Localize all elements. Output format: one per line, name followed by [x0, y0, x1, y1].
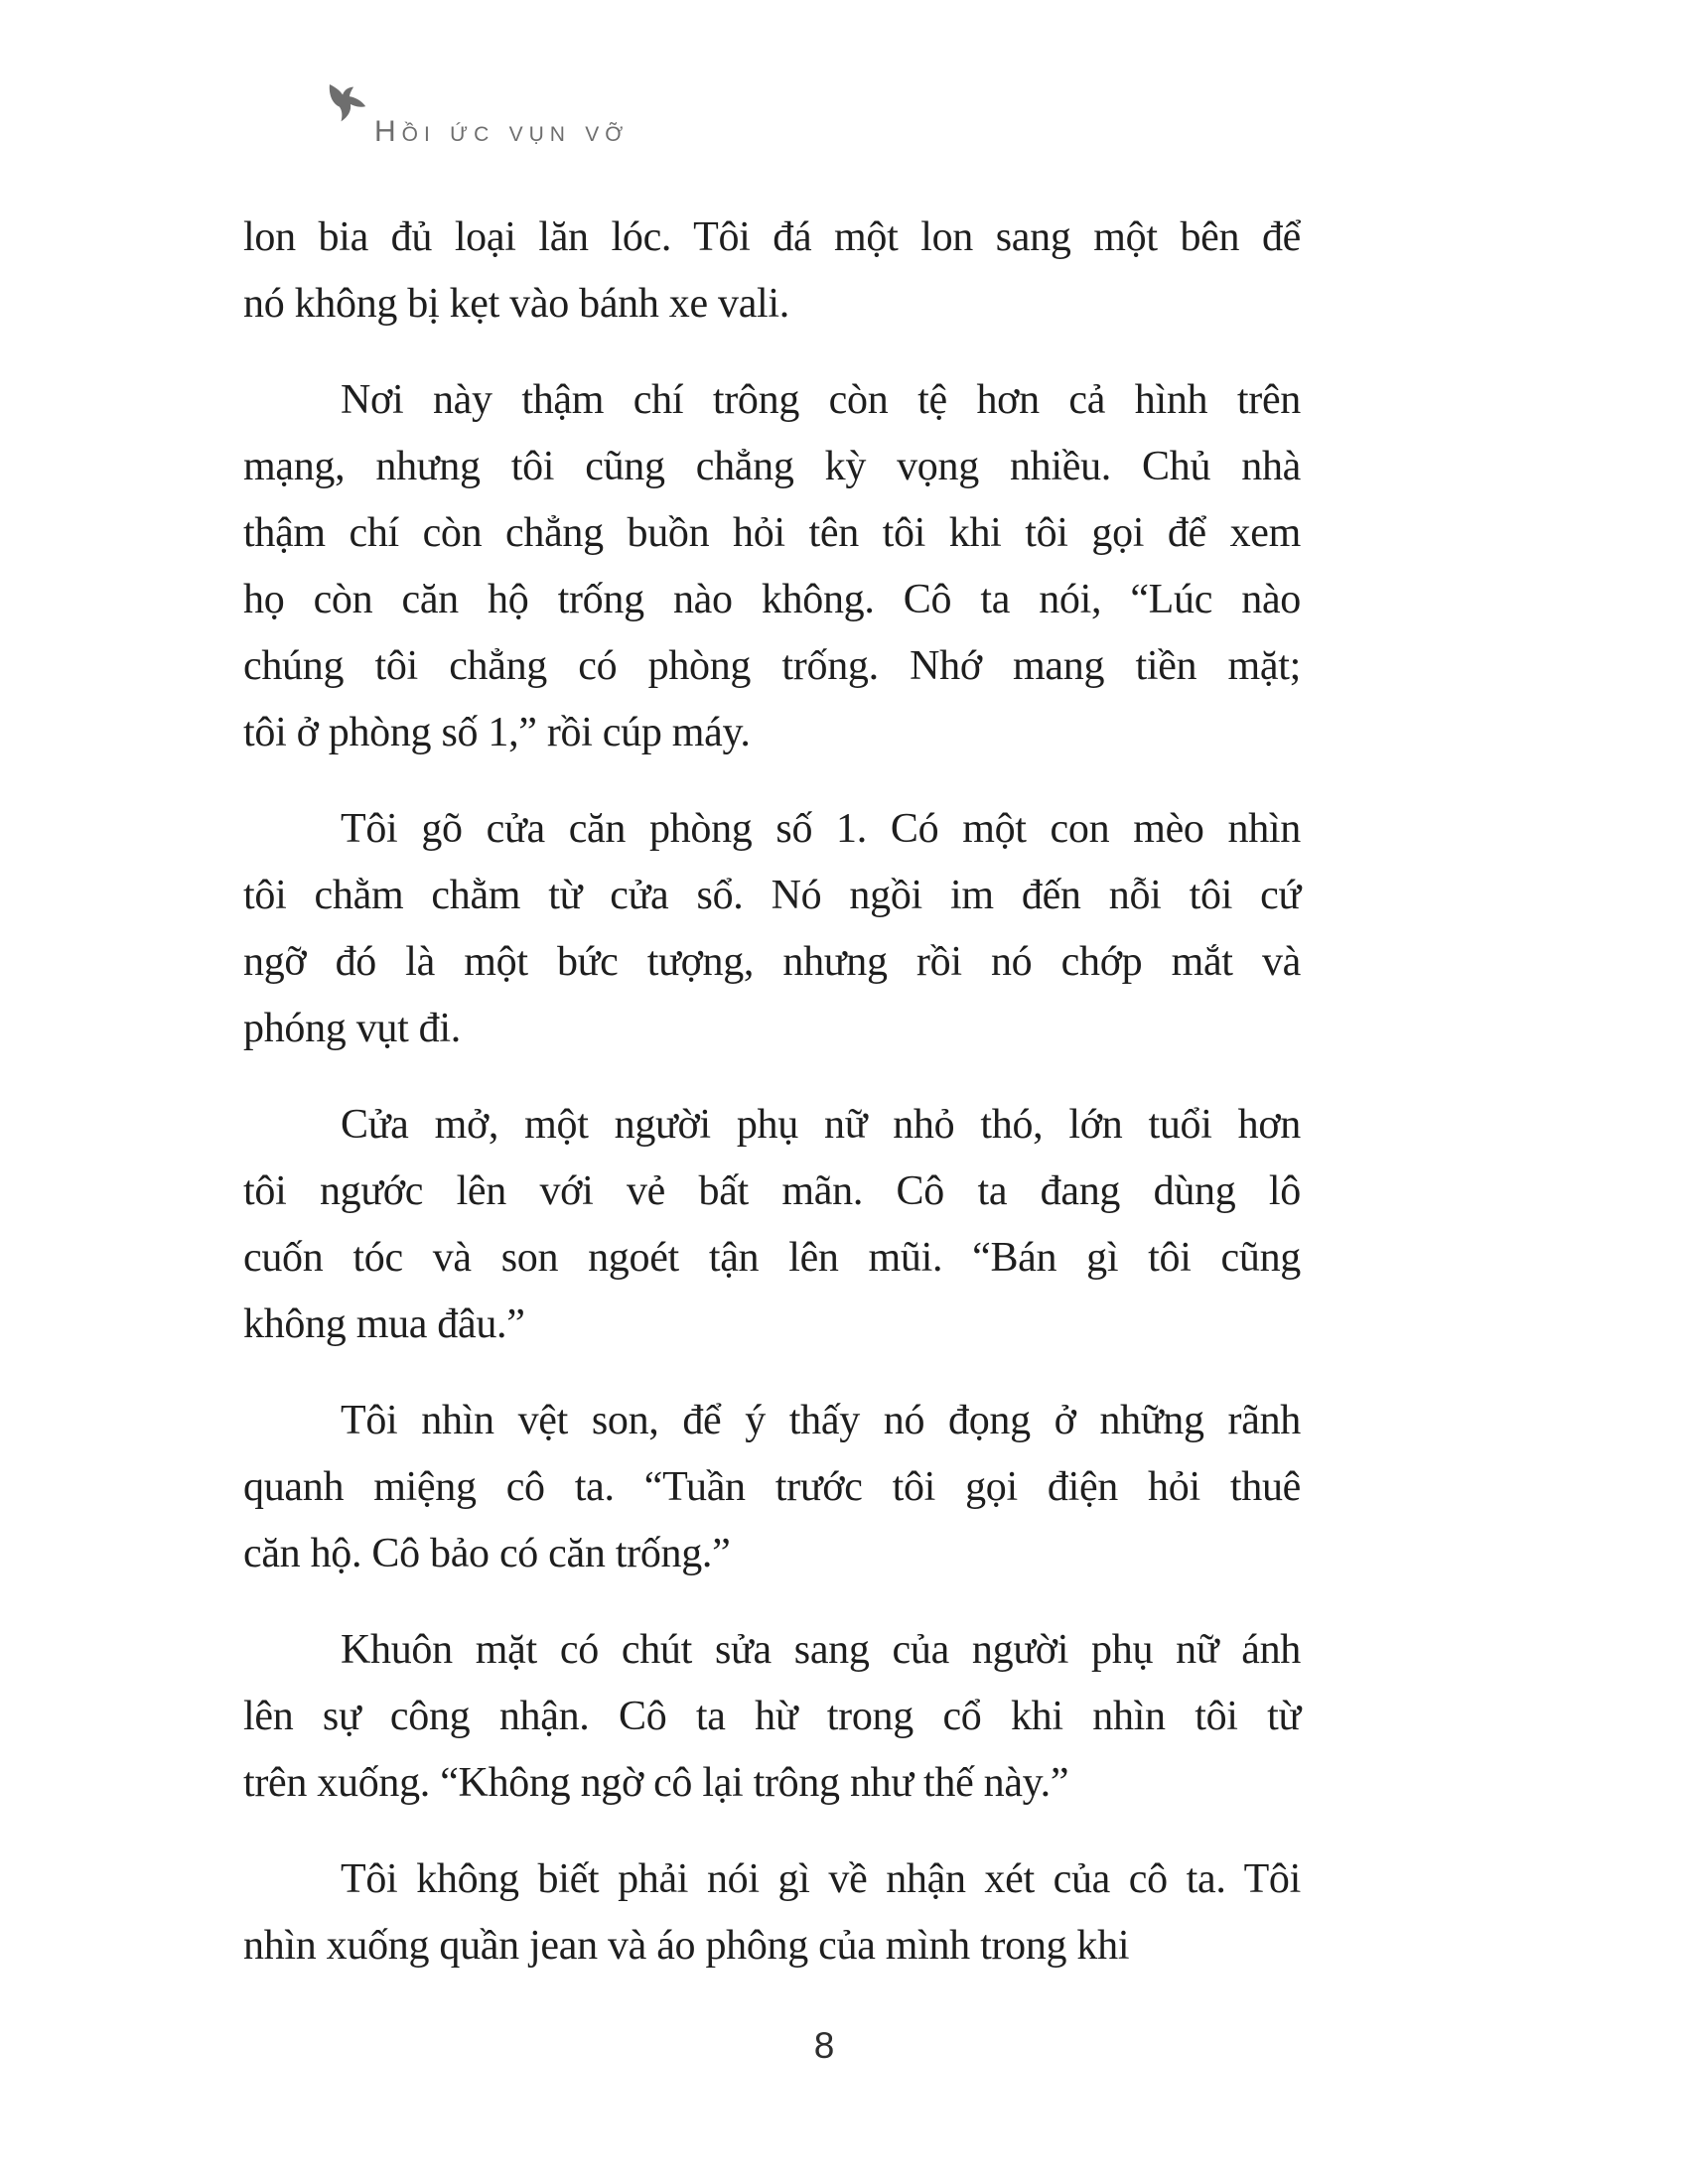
paragraph-3: [243, 796, 1301, 1062]
text-line: nó không bị kẹt vào bánh xe vali.: [243, 281, 789, 327]
text-line: thậm chí còn chẳng buồn hỏi tên tôi khi tôi gọi để xem: [243, 510, 1301, 556]
text-line: trên xuống. “Không ngờ cô lại trông như thế này.”: [243, 1760, 1069, 1806]
header-title: Hồi ức vụn vỡ: [374, 115, 630, 148]
text-line: ngỡ đó là một bức tượng, nhưng rồi nó chớp mắt và: [243, 939, 1301, 985]
text-line: Cửa mở, một người phụ nữ nhỏ thó, lớn tuổi hơn: [341, 1102, 1301, 1148]
paragraph-6: [243, 1617, 1301, 1817]
text-line: phóng vụt đi.: [243, 1006, 461, 1051]
page-number: 8: [813, 2025, 835, 2066]
paragraph-5: [243, 1388, 1301, 1587]
text-line: tôi chằm chằm từ cửa sổ. Nó ngồi im đến nỗi tôi cứ: [243, 873, 1301, 918]
text-line: căn hộ. Cô bảo có căn trống.”: [243, 1531, 731, 1576]
text-line: quanh miệng cô ta. “Tuần trước tôi gọi điện hỏi thuê: [243, 1464, 1301, 1510]
text-line: mạng, nhưng tôi cũng chẳng kỳ vọng nhiều. Chủ nhà: [243, 444, 1301, 489]
body-text: [243, 205, 1301, 1979]
paragraph-2: [243, 367, 1301, 766]
text-line: lon bia đủ loại lăn lóc. Tôi đá một lon sang một bên để: [243, 214, 1301, 260]
paragraph-4: [243, 1092, 1301, 1358]
text-line: Nơi này thậm chí trông còn tệ hơn cả hình trên: [341, 377, 1301, 423]
paragraph-1: [243, 205, 1301, 338]
text-line: Tôi gõ cửa căn phòng số 1. Có một con mèo nhìn: [341, 806, 1301, 852]
text-line: Khuôn mặt có chút sửa sang của người phụ nữ ánh: [341, 1627, 1301, 1673]
paragraph-7: [243, 1846, 1301, 1979]
text-line: chúng tôi chẳng có phòng trống. Nhớ mang tiền mặt;: [243, 643, 1301, 689]
text-line: Tôi nhìn vệt son, để ý thấy nó đọng ở những rãnh: [341, 1398, 1301, 1443]
text-line: Tôi không biết phải nói gì về nhận xét của cô ta. Tôi: [341, 1856, 1301, 1902]
bird-icon: [325, 83, 378, 125]
text-line: nhìn xuống quần jean và áo phông của mình trong khi: [243, 1923, 1130, 1969]
text-line: họ còn căn hộ trống nào không. Cô ta nói, “Lúc nào: [243, 577, 1301, 622]
text-line: tôi ở phòng số 1,” rồi cúp máy.: [243, 710, 751, 755]
text-line: lên sự công nhận. Cô ta hừ trong cổ khi nhìn tôi từ: [243, 1694, 1301, 1739]
text-line: cuốn tóc và son ngoét tận lên mũi. “Bán gì tôi cũng: [243, 1235, 1301, 1281]
text-line: tôi ngước lên với vẻ bất mãn. Cô ta đang dùng lô: [243, 1168, 1301, 1214]
text-line: không mua đâu.”: [243, 1301, 525, 1347]
